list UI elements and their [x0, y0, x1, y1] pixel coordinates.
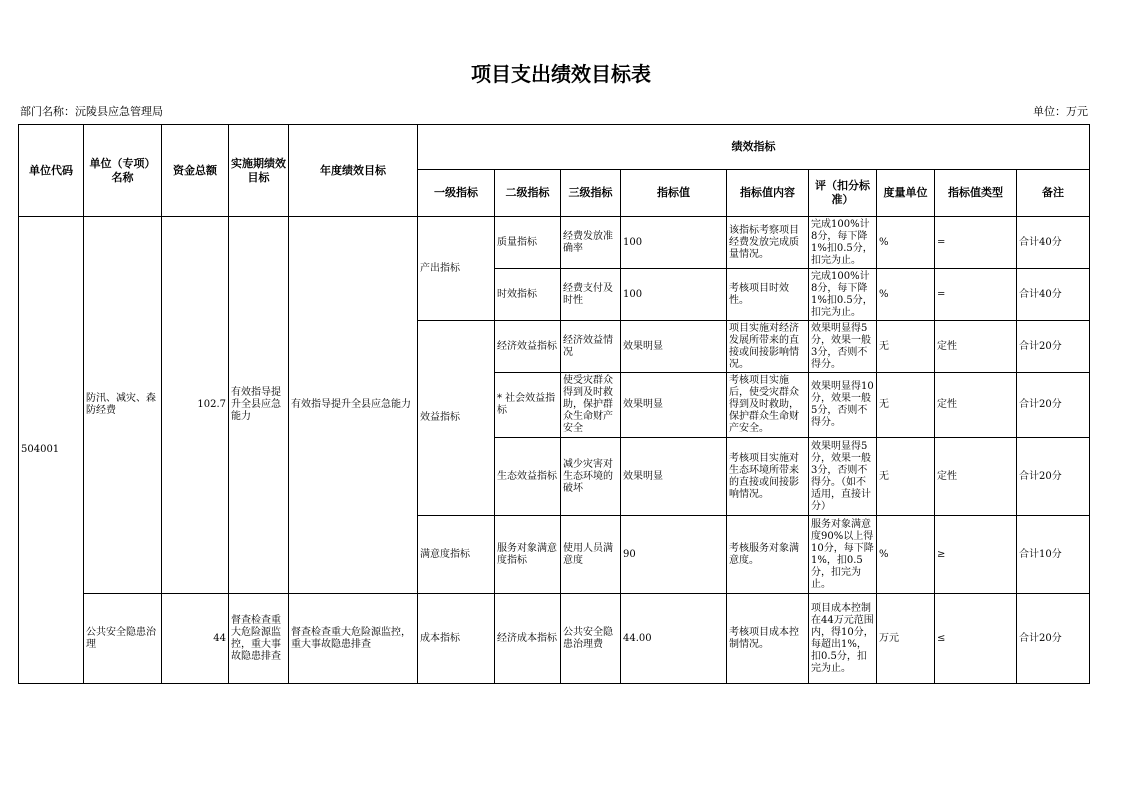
level1-cell: 成本指标 — [418, 594, 495, 684]
level2-cell: 服务对象满意度指标 — [495, 516, 561, 594]
unit-cell: 无 — [877, 438, 935, 516]
content-cell: 考核项目实施对生态环境所带来的直接或间接影响情况。 — [727, 438, 809, 516]
page-title: 项目支出绩效目标表 — [471, 62, 651, 86]
remark-cell: 合计20分 — [1017, 438, 1090, 516]
content-cell: 考核项目实施后，使受灾群众得到及时救助，保护群众生命财产安全。 — [727, 373, 809, 438]
header-total-funds: 资金总额 — [162, 125, 229, 217]
level2-cell: 经济成本指标 — [495, 594, 561, 684]
level3-cell: 使用人员满意度 — [561, 516, 621, 594]
type-cell: ≥ — [935, 516, 1017, 594]
type-cell: 定性 — [935, 438, 1017, 516]
value-cell: 效果明显 — [621, 373, 727, 438]
scoring-cell: 完成100%计8分，每下降1%扣0.5分，扣完为止。 — [809, 269, 877, 321]
project-name: 公共安全隐患治理 — [84, 594, 162, 684]
header-indicators: 绩效指标 — [418, 125, 1090, 170]
unit-cell: % — [877, 217, 935, 269]
scoring-cell: 效果明显得5分，效果一般3分，否则不得分。（如不适用，直接计分） — [809, 438, 877, 516]
level2-cell: 质量指标 — [495, 217, 561, 269]
type-cell: 定性 — [935, 373, 1017, 438]
value-cell: 效果明显 — [621, 438, 727, 516]
project-period-goal: 有效指导提升全县应急能力 — [229, 217, 289, 594]
scoring-cell: 服务对象满意度90%以上得10分，每下降1%，扣0.5分，扣完为止。 — [809, 516, 877, 594]
level1-cell: 满意度指标 — [418, 516, 495, 594]
header-unit: 度量单位 — [877, 170, 935, 217]
value-cell: 效果明显 — [621, 321, 727, 373]
type-cell: ≤ — [935, 594, 1017, 684]
header-unit-code: 单位代码 — [19, 125, 84, 217]
unit-cell: 万元 — [877, 594, 935, 684]
remark-cell: 合计40分 — [1017, 217, 1090, 269]
remark-cell: 合计20分 — [1017, 321, 1090, 373]
level3-cell: 减少灾害对生态环境的破坏 — [561, 438, 621, 516]
project-annual-goal: 有效指导提升全县应急能力 — [289, 217, 418, 594]
value-cell: 44.00 — [621, 594, 727, 684]
header-period-goal: 实施期绩效目标 — [229, 125, 289, 217]
currency-unit: 单位：万元 — [1033, 105, 1088, 118]
level3-cell: 公共安全隐患治理费 — [561, 594, 621, 684]
scoring-cell: 效果明显得5分，效果一般3分，否则不得分。 — [809, 321, 877, 373]
unit-code-cell: 504001 — [19, 217, 84, 684]
header-content: 指标值内容 — [727, 170, 809, 217]
header-type: 指标值类型 — [935, 170, 1017, 217]
header-remark: 备注 — [1017, 170, 1090, 217]
level2-cell: * 社会效益指标 — [495, 373, 561, 438]
content-cell: 项目实施对经济发展所带来的直接或间接影响情况。 — [727, 321, 809, 373]
level2-cell: 时效指标 — [495, 269, 561, 321]
project-period-goal: 督查检查重大危险源监控，重大事故隐患排查 — [229, 594, 289, 684]
header-annual-goal: 年度绩效目标 — [289, 125, 418, 217]
scoring-cell: 效果明显得10分，效果一般5分，否则不得分。 — [809, 373, 877, 438]
content-cell: 考核项目成本控制情况。 — [727, 594, 809, 684]
level2-cell: 生态效益指标 — [495, 438, 561, 516]
scoring-cell: 完成100%计8分，每下降1%扣0.5分，扣完为止。 — [809, 217, 877, 269]
level1-cell: 产出指标 — [418, 217, 495, 321]
type-cell: = — [935, 217, 1017, 269]
unit-cell: % — [877, 516, 935, 594]
header-unit-name: 单位（专项）名称 — [84, 125, 162, 217]
header-level2: 二级指标 — [495, 170, 561, 217]
type-cell: 定性 — [935, 321, 1017, 373]
remark-cell: 合计20分 — [1017, 373, 1090, 438]
scoring-cell: 项目成本控制在44万元范围内，得10分，每超出1%，扣0.5分，扣完为止。 — [809, 594, 877, 684]
content-cell: 该指标考察项目经费发放完成质量情况。 — [727, 217, 809, 269]
header-level1: 一级指标 — [418, 170, 495, 217]
remark-cell: 合计40分 — [1017, 269, 1090, 321]
value-cell: 100 — [621, 217, 727, 269]
level3-cell: 经济效益情况 — [561, 321, 621, 373]
project-name: 防汛、减灾、森防经费 — [84, 217, 162, 594]
value-cell: 100 — [621, 269, 727, 321]
level3-cell: 经费发放准确率 — [561, 217, 621, 269]
level3-cell: 使受灾群众得到及时救助，保护群众生命财产安全 — [561, 373, 621, 438]
content-cell: 考核项目时效性。 — [727, 269, 809, 321]
unit-cell: 无 — [877, 321, 935, 373]
header-scoring: 评（扣分标准） — [809, 170, 877, 217]
unit-cell: % — [877, 269, 935, 321]
level1-cell: 效益指标 — [418, 321, 495, 516]
performance-table — [18, 124, 1090, 684]
header-value: 指标值 — [621, 170, 727, 217]
level3-cell: 经费支付及时性 — [561, 269, 621, 321]
value-cell: 90 — [621, 516, 727, 594]
remark-cell: 合计20分 — [1017, 594, 1090, 684]
header-level3: 三级指标 — [561, 170, 621, 217]
type-cell: = — [935, 269, 1017, 321]
content-cell: 考核服务对象满意度。 — [727, 516, 809, 594]
department-name: 部门名称：沅陵县应急管理局 — [20, 105, 163, 118]
unit-cell: 无 — [877, 373, 935, 438]
project-amount: 44 — [162, 594, 229, 684]
project-amount: 102.7 — [162, 217, 229, 594]
level2-cell: 经济效益指标 — [495, 321, 561, 373]
project-annual-goal: 督查检查重大危险源监控，重大事故隐患排查 — [289, 594, 418, 684]
remark-cell: 合计10分 — [1017, 516, 1090, 594]
